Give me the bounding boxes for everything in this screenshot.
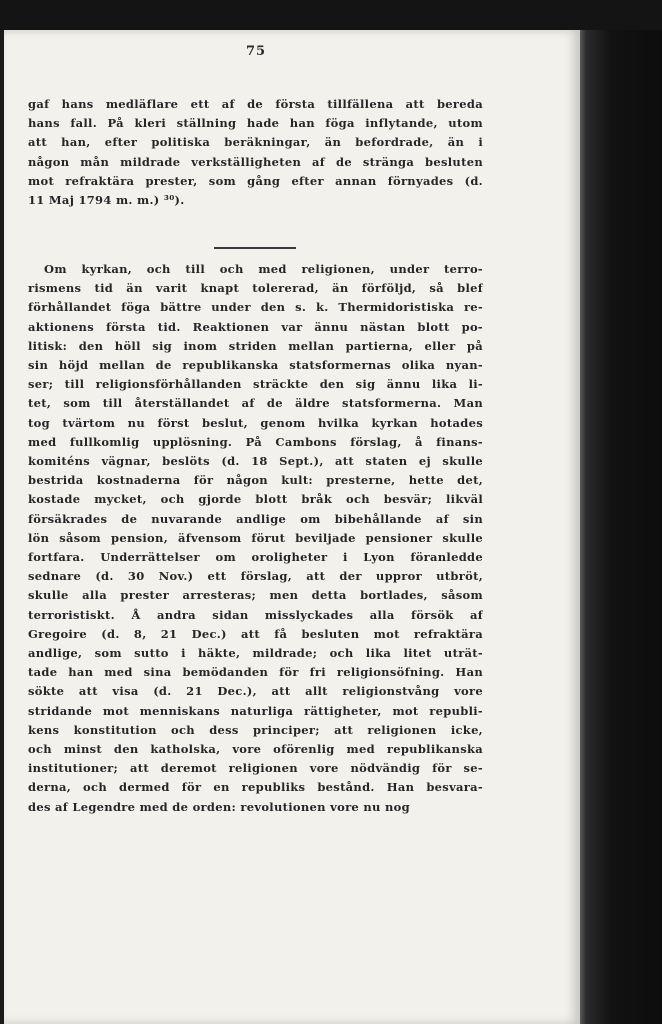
text-line: förhållandet föga bättre under den s. k. Thermidoristiska re- bbox=[28, 300, 483, 315]
text-line: lön såsom pension, äfvensom förut beviljade pensioner skulle bbox=[28, 530, 483, 545]
text-line: sin höjd mellan de republikanska statsformernas olika nyan- bbox=[28, 358, 483, 373]
text-line: Om kyrkan, och till och med religionen, under terro- bbox=[44, 262, 483, 276]
paragraph-2 bbox=[28, 260, 483, 817]
text-line: stridande mot menniskans naturliga rättigheter, mot republi- bbox=[28, 703, 483, 718]
text-line: tade han med sina bemödanden för fri religionsöfning. Han bbox=[28, 665, 483, 680]
text-line: aktionens första tid. Reaktionen var ännu nästan blott po- bbox=[28, 319, 483, 334]
text-line: sednare (d. 30 Nov.) ett förslag, att der uppror utbröt, bbox=[28, 569, 483, 584]
text-line: tet, som till återställandet af de äldre statsformerna. Man bbox=[28, 396, 483, 411]
scan-right-border bbox=[580, 30, 662, 1024]
text-line: gaf hans medläflare ett af de första tillfällena att bereda bbox=[28, 97, 483, 111]
text-line: sökte att visa (d. 21 Dec.), att allt religionstvång vore bbox=[28, 684, 483, 699]
text-line: kens konstitution och dess principer; att religionen icke, bbox=[28, 722, 483, 737]
text-line: försäkrades de nuvarande andlige om bibehållande af sin bbox=[28, 511, 483, 526]
text-line: ser; till religionsförhållanden sträckte den sig ännu lika li- bbox=[28, 377, 483, 392]
text-line: 11 Maj 1794 m. m.) ³⁰). bbox=[28, 193, 185, 208]
text-line: mot refraktära prester, som gång efter annan förnyades (d. bbox=[28, 173, 483, 188]
text-line: litisk: den höll sig inom striden mellan partierna, eller på bbox=[28, 338, 483, 353]
text-line: hans fall. På kleri ställning hade han föga inflytande, utom bbox=[28, 116, 483, 131]
text-line: med fullkomlig upplösning. På Cambons förslag, å finans- bbox=[28, 434, 483, 449]
text-line: komiténs vägnar, beslöts (d. 18 Sept.), att staten ej skulle bbox=[28, 454, 483, 469]
text-line: kostade mycket, och gjorde blott bråk och besvär; likväl bbox=[28, 492, 483, 507]
text-line: någon mån mildrade verkställigheten af de stränga besluten bbox=[28, 154, 483, 169]
text-line: derna, och dermed för en republiks bestånd. Han besvara- bbox=[28, 780, 483, 795]
text-line: terroristiskt. Å andra sidan misslyckades alla försök af bbox=[28, 607, 483, 622]
text-line: des af Legendre med de orden: revolutionen vore nu nog bbox=[28, 799, 410, 814]
paragraph-1 bbox=[28, 95, 483, 210]
text-line: Gregoire (d. 8, 21 Dec.) att få besluten mot refraktära bbox=[28, 626, 483, 641]
scan-top-border bbox=[0, 0, 662, 30]
text-line: bestrida kostnaderna för någon kult: presterne, hette det, bbox=[28, 473, 483, 488]
text-line: institutioner; att deremot religionen vore nödvändig för se- bbox=[28, 761, 483, 776]
text-line: skulle alla prester arresteras; men detta bortlades, såsom bbox=[28, 588, 483, 603]
text-line: att han, efter politiska beräkningar, än befordrade, än i bbox=[28, 135, 483, 150]
text-line: andlige, som sutto i häkte, mildrade; och lika litet uträt- bbox=[28, 646, 483, 661]
page-number: 75 bbox=[245, 44, 267, 59]
text-line: tog tvärtom nu först beslut, genom hvilka kyrkan hotades bbox=[28, 415, 483, 430]
text-line: fortfara. Underrättelser om oroligheter i Lyon föranledde bbox=[28, 550, 483, 565]
text-line: rismens tid än varit knapt tolererad, än förföljd, så blef bbox=[28, 281, 483, 296]
section-separator bbox=[214, 247, 296, 249]
text-line: och minst den katholska, vore oförenlig med republikanska bbox=[28, 742, 483, 757]
